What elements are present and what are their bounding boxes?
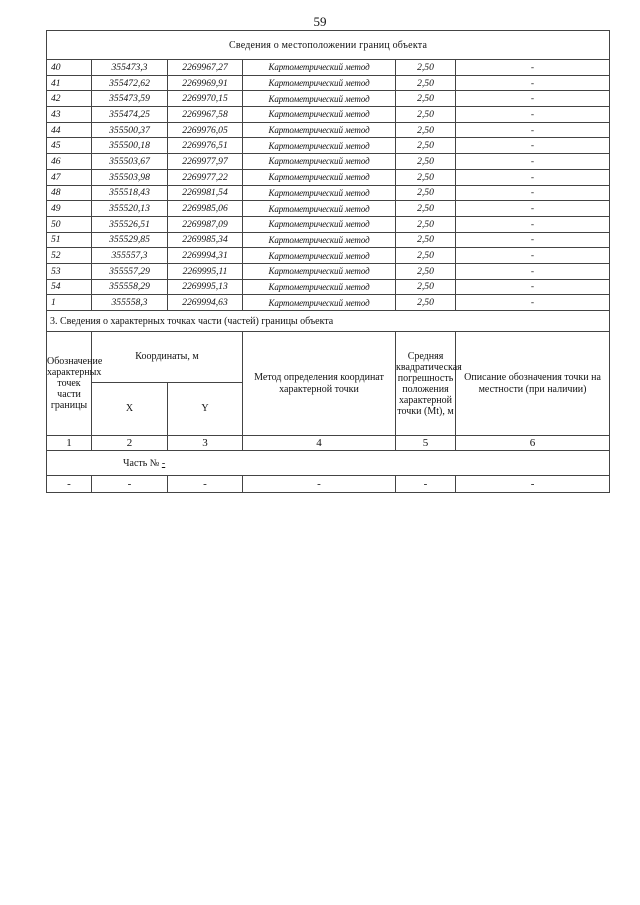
mean-error-cell: 2,50: [396, 60, 456, 76]
description-cell: -: [456, 169, 610, 185]
point-number-cell: 45: [47, 138, 92, 154]
part-label: [47, 451, 610, 476]
mean-error-cell: 2,50: [396, 248, 456, 264]
table-row: [47, 263, 610, 279]
y-coordinate-cell: 2269981,54: [168, 185, 243, 201]
empty-cell: -: [396, 476, 456, 493]
y-coordinate-cell: 2269985,06: [168, 201, 243, 217]
description-cell: -: [456, 263, 610, 279]
description-cell: -: [456, 279, 610, 295]
method-cell: Картометрический метод: [243, 138, 396, 154]
y-coordinate-cell: 2269995,13: [168, 279, 243, 295]
method-cell: Картометрический метод: [243, 279, 396, 295]
y-coordinate-cell: 2269970,15: [168, 91, 243, 107]
y-coordinate-cell: 2269967,58: [168, 107, 243, 123]
point-number-cell: 53: [47, 263, 92, 279]
method-cell: Картометрический метод: [243, 216, 396, 232]
description-cell: -: [456, 138, 610, 154]
table-row: [47, 279, 610, 295]
header-method: Метод определения координат характерной точки: [243, 332, 396, 436]
table-row: [47, 60, 610, 76]
method-cell: Картометрический метод: [243, 295, 396, 311]
table-row: [47, 138, 610, 154]
y-coordinate-cell: 2269977,22: [168, 169, 243, 185]
column-number: 1: [47, 436, 92, 451]
point-number-cell: 50: [47, 216, 92, 232]
method-cell: Картометрический метод: [243, 263, 396, 279]
table-row: [47, 107, 610, 123]
description-cell: -: [456, 295, 610, 311]
table-row: [47, 154, 610, 170]
x-coordinate-cell: 355472,62: [92, 75, 168, 91]
x-coordinate-cell: 355529,85: [92, 232, 168, 248]
empty-cell: -: [47, 476, 92, 493]
method-cell: Картометрический метод: [243, 169, 396, 185]
method-cell: Картометрический метод: [243, 91, 396, 107]
header-mean-error: Средняя квадратическая погрешность положения характерной точки (Мt), м: [396, 332, 456, 436]
description-cell: -: [456, 216, 610, 232]
part-number: -: [161, 457, 166, 469]
method-cell: Картометрический метод: [243, 201, 396, 217]
mean-error-cell: 2,50: [396, 169, 456, 185]
method-cell: Картометрический метод: [243, 60, 396, 76]
mean-error-cell: 2,50: [396, 91, 456, 107]
mean-error-cell: 2,50: [396, 263, 456, 279]
point-number-cell: 54: [47, 279, 92, 295]
table-row: [47, 122, 610, 138]
y-coordinate-cell: 2269985,34: [168, 232, 243, 248]
table-row: [47, 248, 610, 264]
method-cell: Картометрический метод: [243, 154, 396, 170]
empty-cell: -: [168, 476, 243, 493]
part-label-text: Часть №: [123, 457, 160, 469]
y-coordinate-cell: 2269976,51: [168, 138, 243, 154]
mean-error-cell: 2,50: [396, 216, 456, 232]
page-number: 59: [313, 14, 327, 29]
method-cell: Картометрический метод: [243, 248, 396, 264]
column-number: 5: [396, 436, 456, 451]
column-number: 6: [456, 436, 610, 451]
mean-error-cell: 2,50: [396, 201, 456, 217]
y-coordinate-cell: 2269994,31: [168, 248, 243, 264]
x-coordinate-cell: 355474,25: [92, 107, 168, 123]
header-x: X: [92, 383, 168, 436]
mean-error-cell: 2,50: [396, 138, 456, 154]
y-coordinate-cell: 2269995,11: [168, 263, 243, 279]
mean-error-cell: 2,50: [396, 295, 456, 311]
description-cell: -: [456, 201, 610, 217]
column-number: 2: [92, 436, 168, 451]
description-cell: -: [456, 154, 610, 170]
point-number-cell: 43: [47, 107, 92, 123]
mean-error-cell: 2,50: [396, 154, 456, 170]
description-cell: -: [456, 91, 610, 107]
point-number-cell: 51: [47, 232, 92, 248]
header-point-designation: Обозначение характерных точек части границы: [47, 332, 92, 436]
method-cell: Картометрический метод: [243, 75, 396, 91]
header-coordinates: Координаты, м: [92, 332, 243, 383]
mean-error-cell: 2,50: [396, 122, 456, 138]
x-coordinate-cell: 355500,37: [92, 122, 168, 138]
description-cell: -: [456, 185, 610, 201]
x-coordinate-cell: 355558,29: [92, 279, 168, 295]
empty-cell: -: [243, 476, 396, 493]
point-number-cell: 41: [47, 75, 92, 91]
x-coordinate-cell: 355473,59: [92, 91, 168, 107]
header-description: Описание обозначения точки на местности (при наличии): [456, 332, 610, 436]
table-row: [47, 295, 610, 311]
y-coordinate-cell: 2269969,91: [168, 75, 243, 91]
description-cell: -: [456, 122, 610, 138]
x-coordinate-cell: 355503,98: [92, 169, 168, 185]
method-cell: Картометрический метод: [243, 107, 396, 123]
table-row: [47, 91, 610, 107]
mean-error-cell: 2,50: [396, 185, 456, 201]
boundary-table: [46, 30, 610, 493]
method-cell: Картометрический метод: [243, 185, 396, 201]
point-number-cell: 40: [47, 60, 92, 76]
table-row: [47, 75, 610, 91]
column-number: 4: [243, 436, 396, 451]
mean-error-cell: 2,50: [396, 279, 456, 295]
point-number-cell: 44: [47, 122, 92, 138]
x-coordinate-cell: 355518,43: [92, 185, 168, 201]
x-coordinate-cell: 355473,3: [92, 60, 168, 76]
section3-title: 3. Сведения о характерных точках части (частей) границы объекта: [47, 311, 610, 332]
section-title: Сведения о местоположении границ объекта: [47, 31, 610, 60]
x-coordinate-cell: 355558,3: [92, 295, 168, 311]
mean-error-cell: 2,50: [396, 232, 456, 248]
description-cell: -: [456, 75, 610, 91]
mean-error-cell: 2,50: [396, 75, 456, 91]
description-cell: -: [456, 232, 610, 248]
x-coordinate-cell: 355557,29: [92, 263, 168, 279]
point-number-cell: 49: [47, 201, 92, 217]
point-number-cell: 48: [47, 185, 92, 201]
mean-error-cell: 2,50: [396, 107, 456, 123]
table-row: [47, 185, 610, 201]
table-row: [47, 201, 610, 217]
x-coordinate-cell: 355520,13: [92, 201, 168, 217]
point-number-cell: 42: [47, 91, 92, 107]
method-cell: Картометрический метод: [243, 232, 396, 248]
empty-cell: -: [92, 476, 168, 493]
table-row: [47, 232, 610, 248]
method-cell: Картометрический метод: [243, 122, 396, 138]
table-row: [47, 216, 610, 232]
description-cell: -: [456, 248, 610, 264]
description-cell: -: [456, 60, 610, 76]
point-number-cell: 52: [47, 248, 92, 264]
point-number-cell: 1: [47, 295, 92, 311]
y-coordinate-cell: 2269976,05: [168, 122, 243, 138]
y-coordinate-cell: 2269977,97: [168, 154, 243, 170]
x-coordinate-cell: 355557,3: [92, 248, 168, 264]
x-coordinate-cell: 355503,67: [92, 154, 168, 170]
y-coordinate-cell: 2269967,27: [168, 60, 243, 76]
point-number-cell: 46: [47, 154, 92, 170]
x-coordinate-cell: 355526,51: [92, 216, 168, 232]
table-row: [47, 169, 610, 185]
description-cell: -: [456, 107, 610, 123]
y-coordinate-cell: 2269994,63: [168, 295, 243, 311]
header-y: Y: [168, 383, 243, 436]
column-number: 3: [168, 436, 243, 451]
point-number-cell: 47: [47, 169, 92, 185]
empty-cell: -: [456, 476, 610, 493]
x-coordinate-cell: 355500,18: [92, 138, 168, 154]
y-coordinate-cell: 2269987,09: [168, 216, 243, 232]
